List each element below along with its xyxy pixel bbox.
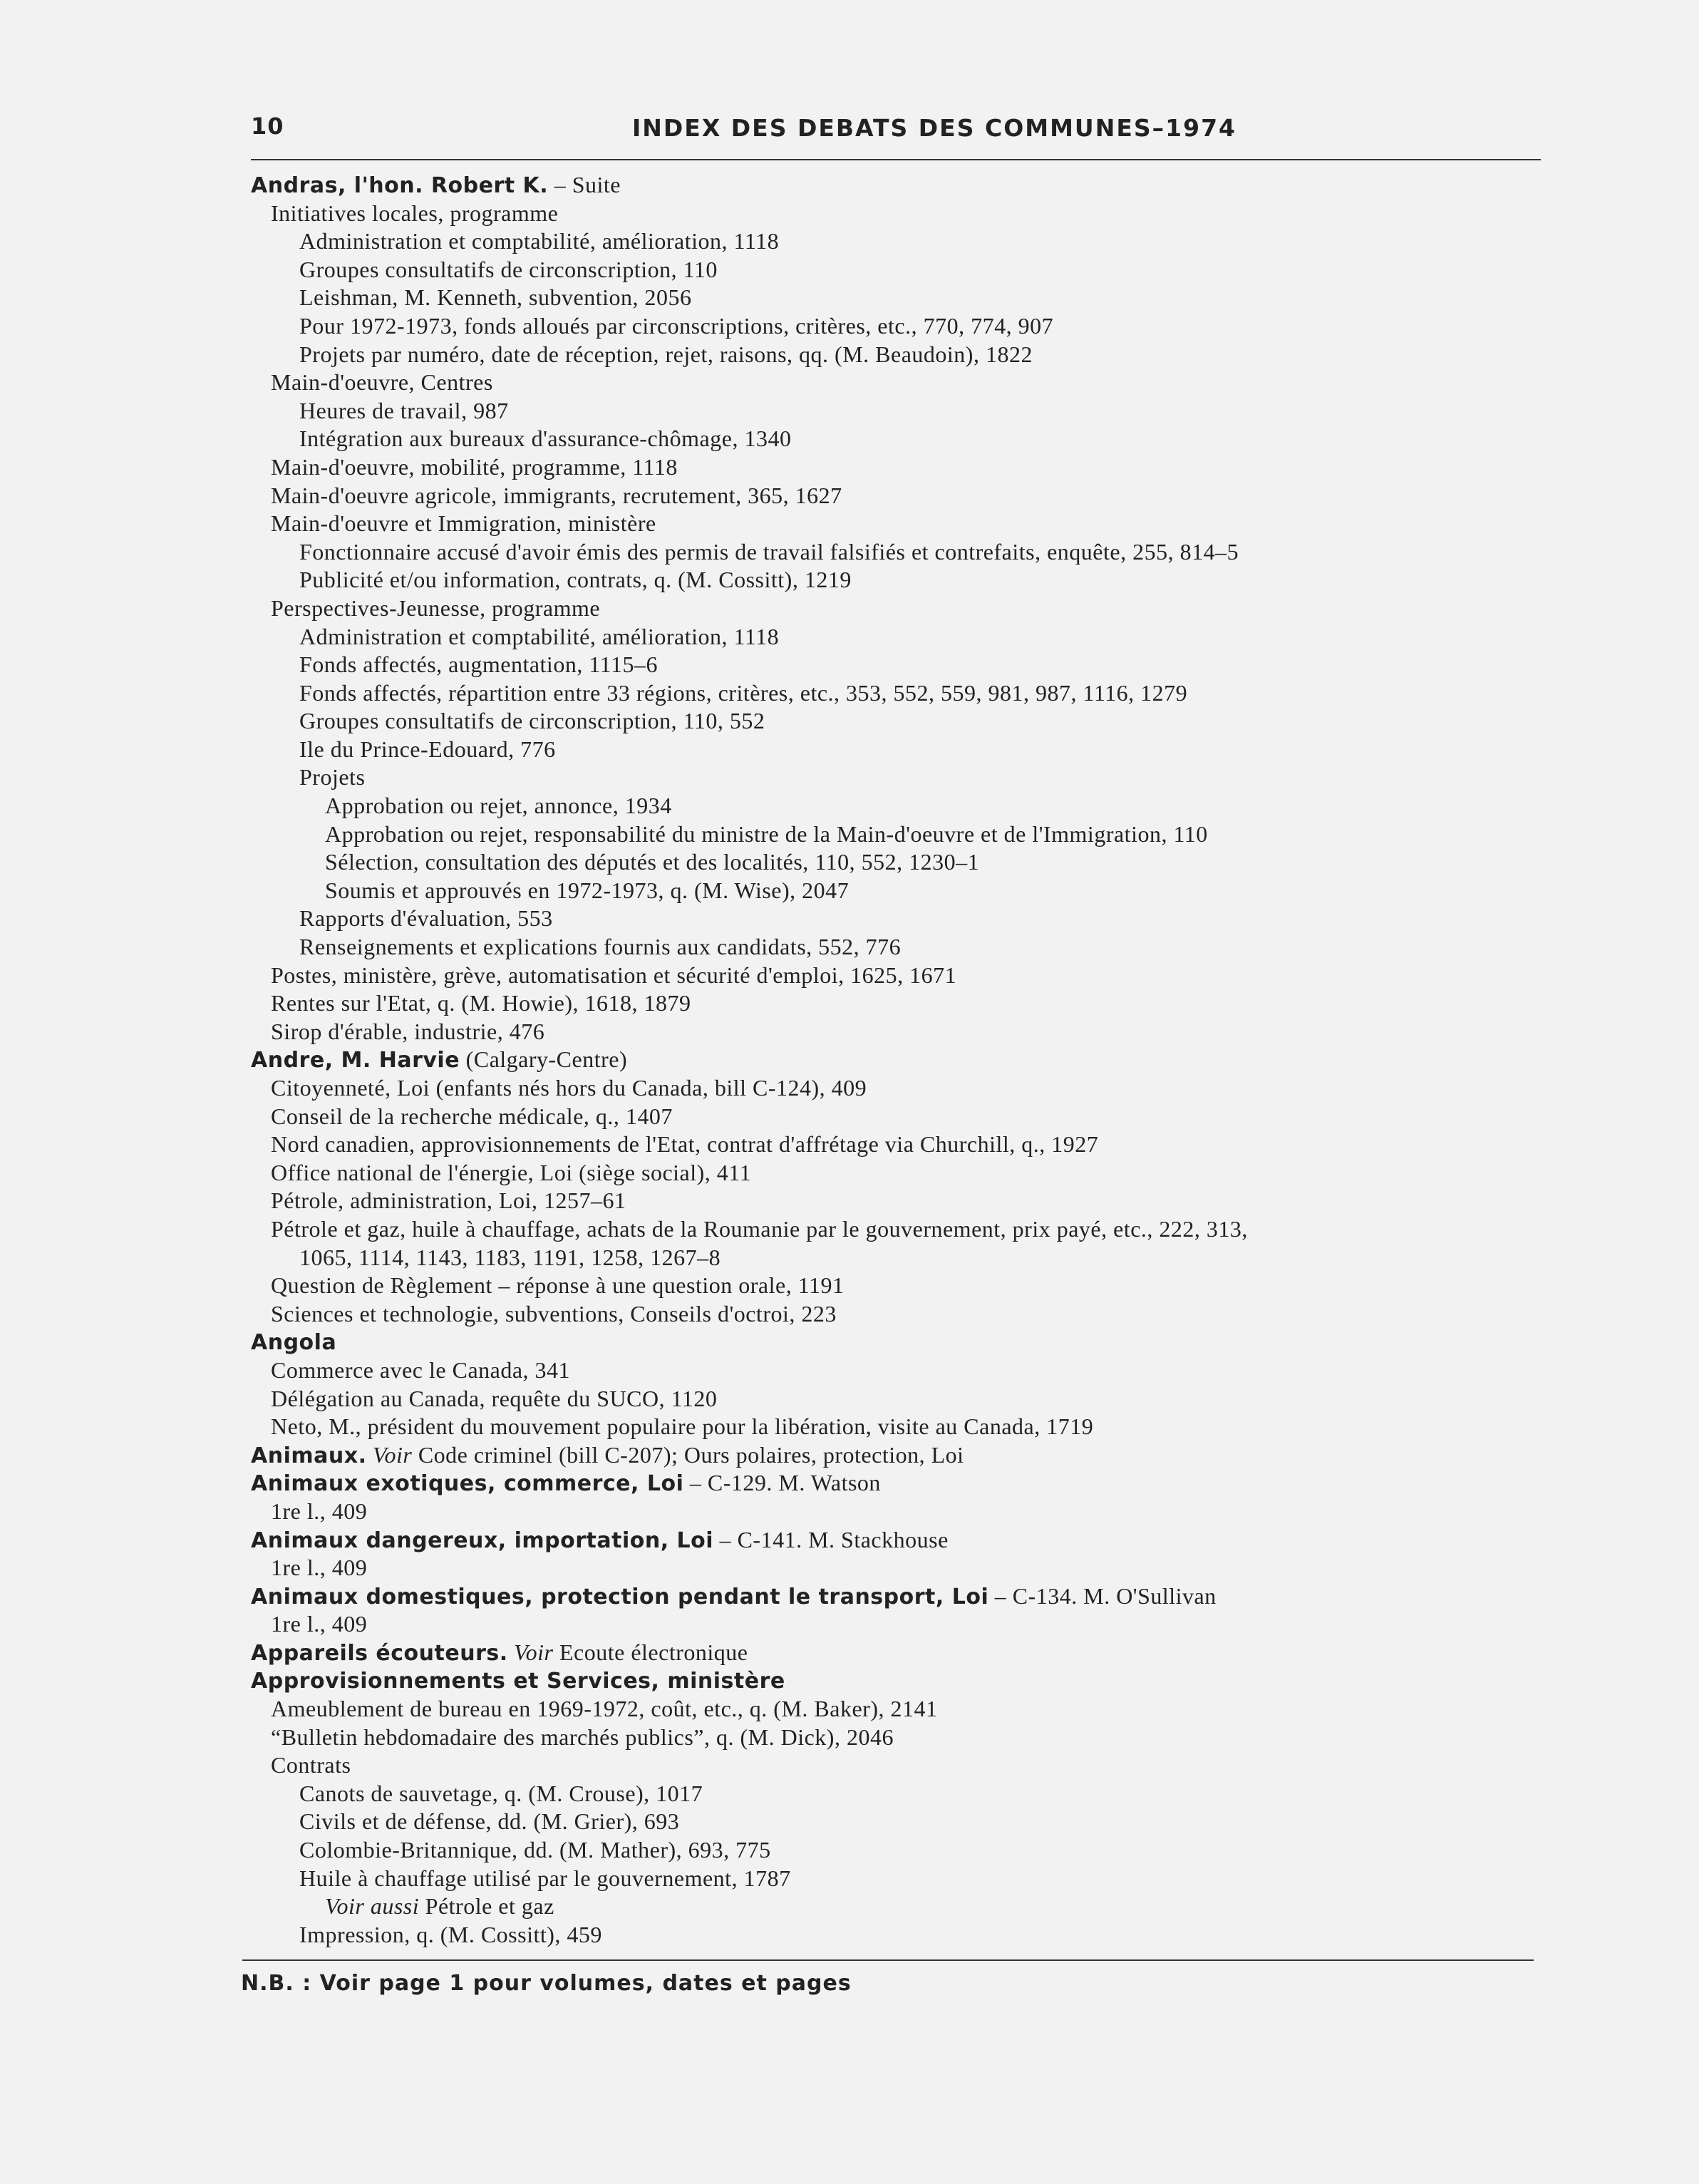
entry-text: Commerce avec le Canada, 341: [271, 1356, 571, 1383]
index-subentry: [242, 200, 1546, 228]
entry-text: Main-d'oeuvre et Immigration, ministère: [271, 510, 656, 537]
index-subentry: [242, 1808, 1546, 1836]
entry-text: Contrats: [271, 1752, 351, 1778]
entry-text: Projets par numéro, date de réception, rejet, raisons, qq. (M. Beaudoin), 1822: [299, 341, 1033, 367]
entry-text: Rapports d'évaluation, 553: [299, 905, 553, 932]
index-subentry: [242, 962, 1546, 990]
entry-text: 1065, 1114, 1143, 1183, 1191, 1258, 1267–8: [299, 1244, 721, 1270]
index-subentry: [242, 1356, 1546, 1385]
entry-text: (Calgary-Centre): [460, 1046, 628, 1073]
index-subentry: [242, 510, 1546, 538]
entry-text: Main-d'oeuvre, Centres: [271, 369, 493, 396]
entry-heading: Andre, M. Harvie: [251, 1048, 460, 1073]
index-subentry: [242, 312, 1546, 341]
index-subentry: [242, 933, 1546, 962]
index-subentry: [242, 369, 1546, 397]
index-subentry: [242, 1751, 1546, 1780]
entry-text: Délégation au Canada, requête du SUCO, 1120: [271, 1385, 718, 1411]
entry-heading: Animaux exotiques, commerce, Loi: [251, 1471, 684, 1497]
cross-reference-label: Voir: [366, 1441, 413, 1468]
entry-heading: Appareils écouteurs.: [251, 1640, 508, 1666]
entry-text: Projets: [299, 764, 366, 790]
index-subentry: [242, 1103, 1546, 1131]
index-subentry: [242, 1554, 1546, 1582]
entry-text: Rentes sur l'Etat, q. (M. Howie), 1618, 1879: [271, 990, 691, 1016]
entry-text: Main-d'oeuvre, mobilité, programme, 1118: [271, 453, 678, 480]
index-subentry: [242, 1836, 1546, 1865]
footer-rule: [242, 1959, 1534, 1961]
entry-text: Perspectives-Jeunesse, programme: [271, 594, 601, 621]
entry-heading: Approvisionnements et Services, ministère: [251, 1669, 785, 1694]
index-subentry: [242, 1921, 1546, 1949]
index-subentry: [242, 820, 1546, 849]
index-subentry: [242, 1724, 1546, 1752]
entry-text: Groupes consultatifs de circonscription, 110, 552: [299, 708, 765, 734]
index-subentry: [242, 1413, 1546, 1441]
index-subentry: [242, 566, 1546, 594]
index-heading-entry: [242, 171, 1546, 200]
index-subentry: [242, 1498, 1546, 1526]
index-heading-entry: [242, 1526, 1546, 1555]
entry-text: – C-129. M. Watson: [683, 1470, 881, 1496]
index-heading-entry: [242, 1582, 1546, 1611]
entry-text: Question de Règlement – réponse à une question orale, 1191: [271, 1272, 845, 1299]
index-subentry: [242, 227, 1546, 256]
entry-text: Ecoute électronique: [553, 1639, 748, 1665]
entry-text: Administration et comptabilité, amélioration, 1118: [299, 228, 780, 254]
entry-text: Office national de l'énergie, Loi (siège social), 411: [271, 1159, 752, 1185]
index-subentry: [242, 623, 1546, 651]
entry-text: Huile à chauffage utilisé par le gouvernement, 1787: [299, 1865, 791, 1891]
index-subentry: [242, 594, 1546, 623]
index-subentry: [242, 1610, 1546, 1639]
entry-text: Fonctionnaire accusé d'avoir émis des permis de travail falsifiés et contrefaits, enquête, 255, 814–5: [299, 538, 1239, 565]
index-subentry: [242, 1074, 1546, 1103]
index-subentry: [242, 1244, 1546, 1272]
entry-heading: Animaux domestiques, protection pendant le transport, Loi: [251, 1584, 989, 1609]
entry-text: Pour 1972-1973, fonds alloués par circonscriptions, critères, etc., 770, 774, 907: [299, 312, 1054, 339]
header-rule: [251, 159, 1541, 160]
index-heading-entry: [242, 1667, 1546, 1695]
entry-text: Groupes consultatifs de circonscription, 110: [299, 256, 718, 282]
page-header: [251, 108, 1541, 151]
entry-text: Pétrole et gaz, huile à chauffage, achats de la Roumanie par le gouvernement, prix payé, etc., 222, 313,: [271, 1215, 1248, 1242]
index-subentry: [242, 848, 1546, 877]
index-subentry: [242, 425, 1546, 453]
entry-text: Approbation ou rejet, annonce, 1934: [325, 793, 672, 819]
entry-text: Intégration aux bureaux d'assurance-chômage, 1340: [299, 426, 792, 452]
index-subentry: [242, 877, 1546, 905]
index-subentry: [242, 341, 1546, 369]
entry-text: “Bulletin hebdomadaire des marchés publics”, q. (M. Dick), 2046: [271, 1724, 894, 1750]
entry-text: Fonds affectés, répartition entre 33 régions, critères, etc., 353, 552, 559, 981, 987, 1116, 1279: [299, 679, 1188, 706]
entry-text: Conseil de la recherche médicale, q., 1407: [271, 1103, 673, 1129]
entry-text: Renseignements et explications fournis aux candidats, 552, 776: [299, 934, 902, 960]
index-subentry: [242, 256, 1546, 284]
entry-text: Impression, q. (M. Cossitt), 459: [299, 1921, 602, 1947]
index-heading-entry: [242, 1639, 1546, 1667]
index-subentry: [242, 792, 1546, 820]
entry-text: Leishman, M. Kenneth, subvention, 2056: [299, 284, 692, 311]
index-subentry: [242, 707, 1546, 736]
entry-text: Ile du Prince-Edouard, 776: [299, 736, 556, 762]
entry-text: Initiatives locales, programme: [271, 200, 559, 226]
entry-text: – Suite: [548, 172, 621, 197]
entry-text: – C-134. M. O'Sullivan: [988, 1582, 1217, 1609]
entry-text: Heures de travail, 987: [299, 397, 509, 423]
entry-text: 1re l., 409: [271, 1498, 368, 1524]
index-heading-entry: [242, 1469, 1546, 1498]
index-subentry: [242, 1272, 1546, 1300]
entry-text: Canots de sauvetage, q. (M. Crouse), 1017: [299, 1780, 703, 1806]
entry-text: Administration et comptabilité, amélioration, 1118: [299, 623, 780, 649]
entry-text: Publicité et/ou information, contrats, q. (M. Cossitt), 1219: [299, 567, 852, 593]
index-subentry: [242, 1385, 1546, 1413]
entry-text: Sciences et technologie, subventions, Conseils d'octroi, 223: [271, 1300, 837, 1327]
cross-reference-label: Voir aussi: [325, 1893, 420, 1920]
entry-text: 1re l., 409: [271, 1611, 368, 1637]
index-heading-entry: [242, 1046, 1546, 1074]
index-subentry: [242, 397, 1546, 426]
index-subentry: [242, 905, 1546, 933]
entry-text: Fonds affectés, augmentation, 1115–6: [299, 651, 658, 678]
index-subentry: [242, 284, 1546, 312]
entry-text: Colombie-Britannique, dd. (M. Mather), 693, 775: [299, 1837, 771, 1863]
entry-text: Pétrole et gaz: [419, 1893, 554, 1920]
entry-text: Main-d'oeuvre agricole, immigrants, recrutement, 365, 1627: [271, 482, 842, 508]
entry-text: Sirop d'érable, industrie, 476: [271, 1018, 545, 1044]
entry-text: Neto, M., président du mouvement populaire pour la libération, visite au Canada, 1719: [271, 1413, 1094, 1440]
index-heading-entry: [242, 1441, 1546, 1470]
entry-text: Approbation ou rejet, responsabilité du ministre de la Main-d'oeuvre et de l'Immigration, 110: [325, 820, 1208, 847]
entry-text: Soumis et approuvés en 1972-1973, q. (M. Wise), 2047: [325, 877, 850, 903]
index-subentry: [242, 482, 1546, 510]
page-number: 10: [251, 113, 284, 140]
entry-text: Ameublement de bureau en 1969-1972, coût, etc., q. (M. Baker), 2141: [271, 1696, 938, 1722]
entry-heading: Andras, l'hon. Robert K.: [251, 173, 549, 198]
index-subentry: [242, 1187, 1546, 1215]
index-subentry: [242, 989, 1546, 1018]
index-subentry: [242, 1300, 1546, 1329]
page-title: INDEX DES DEBATS DES COMMUNES–1974: [632, 114, 1236, 142]
entry-heading: Animaux dangereux, importation, Loi: [251, 1528, 714, 1553]
index-subentry: [242, 538, 1546, 567]
entry-text: Postes, ministère, grève, automatisation et sécurité d'emploi, 1625, 1671: [271, 962, 957, 988]
index-subentry: [242, 736, 1546, 764]
entry-text: – C-141. M. Stackhouse: [713, 1526, 949, 1552]
cross-reference-label: Voir: [507, 1639, 554, 1665]
footnote: N.B. : Voir page 1 pour volumes, dates et pages: [241, 1971, 852, 1996]
entry-text: Civils et de défense, dd. (M. Grier), 693: [299, 1808, 680, 1835]
index-subentry: [242, 679, 1546, 708]
index-subentry: [242, 1780, 1546, 1808]
entry-text: Nord canadien, approvisionnements de l'Etat, contrat d'affrétage via Churchill, q., 1927: [271, 1131, 1099, 1158]
index-body: [242, 171, 1546, 1949]
entry-text: 1re l., 409: [271, 1555, 368, 1581]
entry-heading: Angola: [251, 1330, 337, 1356]
index-subentry: [242, 1695, 1546, 1724]
index-subentry: [242, 1865, 1546, 1893]
entry-text: Sélection, consultation des députés et des localités, 110, 552, 1230–1: [325, 849, 980, 875]
entry-text: Citoyenneté, Loi (enfants nés hors du Canada, bill C-124), 409: [271, 1075, 867, 1101]
index-subentry: [242, 1130, 1546, 1159]
index-heading-entry: [242, 1328, 1546, 1356]
index-subentry: [242, 1159, 1546, 1188]
index-subentry: [242, 453, 1546, 482]
entry-heading: Animaux.: [251, 1443, 367, 1468]
entry-text: Pétrole, administration, Loi, 1257–61: [271, 1188, 626, 1214]
index-subentry: [242, 1215, 1546, 1244]
index-subentry: [242, 1892, 1546, 1921]
index-subentry: [242, 651, 1546, 679]
index-subentry: [242, 1018, 1546, 1046]
index-subentry: [242, 763, 1546, 792]
entry-text: Code criminel (bill C-207); Ours polaires, protection, Loi: [412, 1441, 964, 1468]
